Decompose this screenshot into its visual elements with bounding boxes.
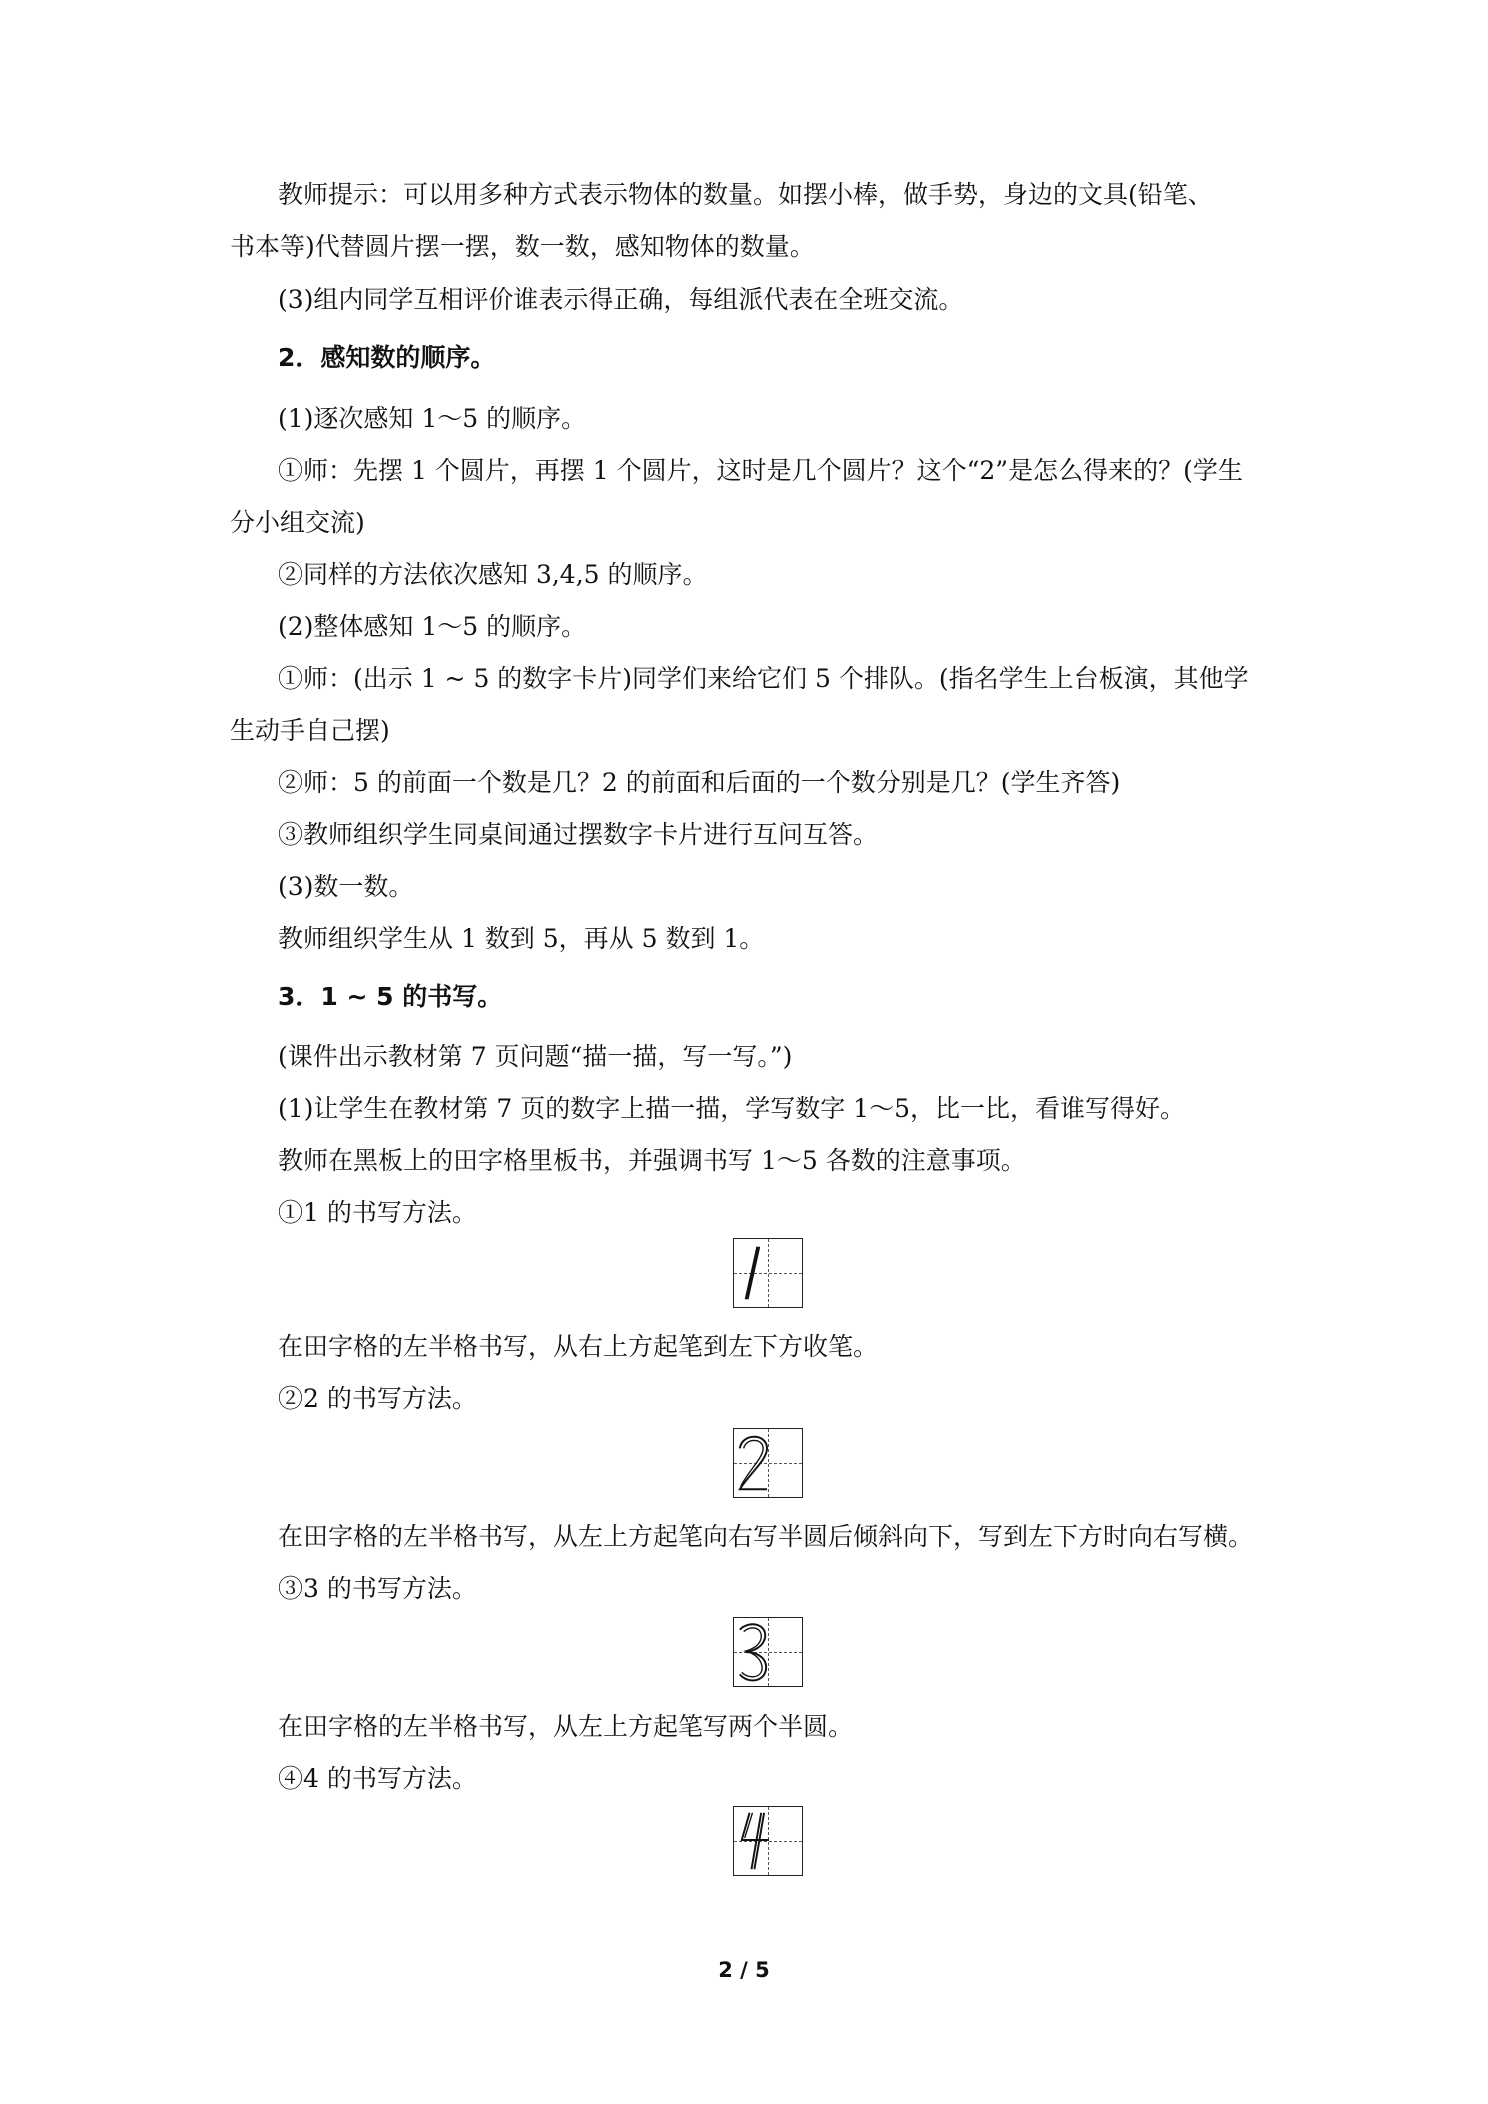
text-line: 在田字格的左半格书写，从左上方起笔写两个半圆。 (278, 1712, 854, 1741)
text-line: ②2 的书写方法。 (278, 1384, 477, 1413)
section-heading: 2．感知数的顺序。 (278, 343, 496, 372)
text-line: (3)数一数。 (278, 872, 414, 901)
tianzige-grid-4 (733, 1806, 803, 1876)
text-line: 书本等)代替圆片摆一摆，数一数，感知物体的数量。 (230, 232, 815, 261)
text-line: 教师提示：可以用多种方式表示物体的数量。如摆小棒，做手势，身边的文具(铅笔、 (278, 180, 1213, 209)
text-line: (1)逐次感知 1～5 的顺序。 (278, 404, 587, 433)
digit-2-glyph (734, 1429, 802, 1497)
digit-4-glyph (734, 1807, 802, 1875)
text-line: 在田字格的左半格书写，从右上方起笔到左下方收笔。 (278, 1332, 879, 1361)
text-line: (课件出示教材第 7 页问题“描一描，写一写。”) (278, 1042, 793, 1071)
digit-3-glyph (734, 1618, 802, 1686)
text-line: ③3 的书写方法。 (278, 1574, 477, 1603)
text-line: 生动手自己摆) (230, 716, 390, 745)
text-line: ②同样的方法依次感知 3,4,5 的顺序。 (278, 560, 708, 589)
text-line: ①师：先摆 1 个圆片，再摆 1 个圆片，这时是几个圆片？这个“2”是怎么得来的？(学生 (278, 456, 1243, 485)
text-line: 教师在黑板上的田字格里板书，并强调书写 1～5 各数的注意事项。 (278, 1146, 1026, 1175)
text-line: 在田字格的左半格书写，从左上方起笔向右写半圆后倾斜向下，写到左下方时向右写横。 (278, 1522, 1254, 1551)
text-line: 教师组织学生从 1 数到 5，再从 5 数到 1。 (278, 924, 765, 953)
text-line: ③教师组织学生同桌间通过摆数字卡片进行互问互答。 (278, 820, 879, 849)
section-heading: 3．1 ~ 5 的书写。 (278, 982, 503, 1011)
page-number: 2 / 5 (718, 1958, 770, 1982)
text-line: ①1 的书写方法。 (278, 1198, 477, 1227)
text-line: 分小组交流) (230, 508, 365, 537)
text-line: (3)组内同学互相评价谁表示得正确，每组派代表在全班交流。 (278, 285, 964, 314)
tianzige-grid-2 (733, 1428, 803, 1498)
digit-1-glyph (734, 1239, 802, 1307)
text-line: ④4 的书写方法。 (278, 1764, 477, 1793)
text-line: ②师：5 的前面一个数是几？2 的前面和后面的一个数分别是几？(学生齐答) (278, 768, 1121, 797)
text-line: (2)整体感知 1～5 的顺序。 (278, 612, 587, 641)
tianzige-grid-3 (733, 1617, 803, 1687)
text-line: ①师：(出示 1 ~ 5 的数字卡片)同学们来给它们 5 个排队。(指名学生上台板演，其他学 (278, 664, 1249, 693)
text-line: (1)让学生在教材第 7 页的数字上描一描，学写数字 1～5，比一比，看谁写得好。 (278, 1094, 1185, 1123)
tianzige-grid-1 (733, 1238, 803, 1308)
